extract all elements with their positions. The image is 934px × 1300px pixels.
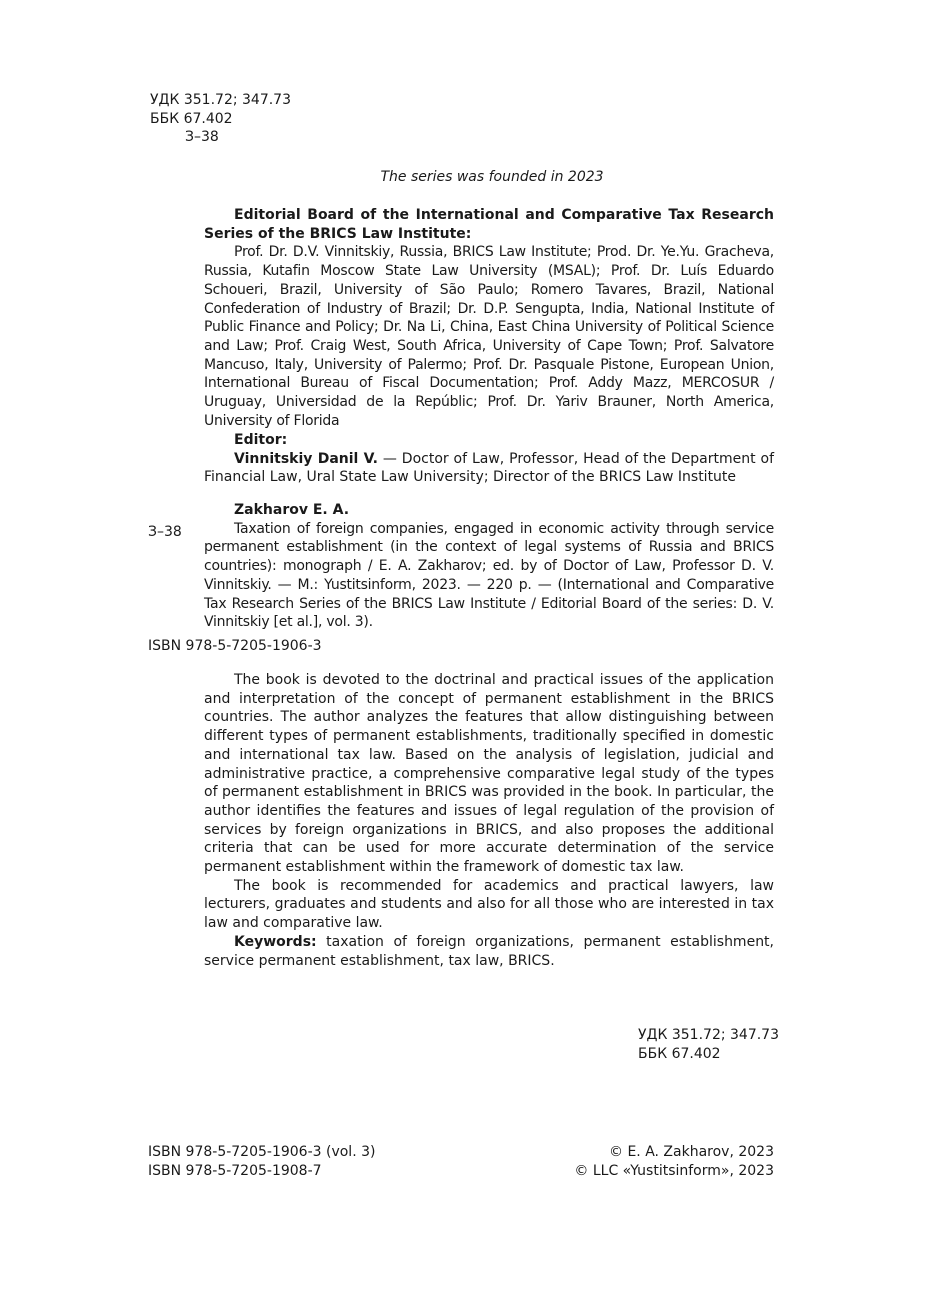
isbn-list — [148, 1143, 375, 1180]
annotation-recommendation: The book is recommended for academics and practical lawyers, law lecturers, graduates and students and also for all those who are interested in tax law and comparative law. — [204, 877, 774, 932]
bibliographic-entry — [204, 501, 774, 632]
editor-description: — Doctor of Law, Professor, Head of the Department of Financial Law, Ural State Law University; Director of the BRICS Law Institute — [204, 450, 774, 486]
udk-code-bottom: УДК 351.72; 347.73 — [638, 1027, 779, 1043]
author-mark: З–38 — [185, 129, 219, 146]
editorial-board-heading: Editorial Board of the International and Comparative Tax Research Series of the BRICS Law Institute: — [204, 207, 774, 242]
keywords-list: taxation of foreign organizations, permanent establishment, service permanent establishment, tax law, BRICS. — [204, 933, 774, 969]
series-note: The series was founded in 2023 — [380, 169, 604, 185]
editor-heading: Editor: — [234, 432, 288, 448]
bbk-code-bottom: ББК 67.402 — [638, 1045, 721, 1062]
editor-name: Vinnitskiy Danil V. — [234, 450, 379, 467]
annotation — [204, 671, 774, 970]
copyright-author: © E. A. Zakharov, 2023 — [609, 1144, 774, 1160]
keywords-label: Keywords: — [234, 933, 317, 950]
margin-author-mark: З–38 — [148, 524, 182, 540]
copyright-notice — [500, 1143, 774, 1180]
author-name: Zakharov E. A. — [234, 502, 350, 518]
udk-code: УДК 351.72; 347.73 — [150, 92, 291, 108]
isbn-main: ISBN 978-5-7205-1906-3 — [148, 638, 322, 654]
bbk-code: ББК 67.402 — [150, 110, 233, 127]
annotation-paragraph: The book is devoted to the doctrinal and practical issues of the application and interpretation of the concept of permanent establishment in the BRICS countries. The author analyzes the features that allow distinguishing between different types of permanent establishments, traditionally specified in domestic and international tax law. Based on the analysis of legislation, judicial and administrative practice, a comprehensive comparative legal study of the types of permanent establishment in BRICS was provided in the book. In particular, the author identifies the features and issues of legal regulation of the provision of services by foreign organizations in BRICS, and also proposes the additional criteria that can be used for more accurate determination of the service permanent establishment within the framework of domestic tax law. — [204, 672, 774, 876]
bibliographic-description: Taxation of foreign companies, engaged in economic activity through service permanent establishment (in the context of legal systems of Russia and BRICS countries): monograph / E. A. Zakharov; ed. by of Doctor of Law, Professor D. V. Vinnitskiy. — M.: Yustitsinform, 2023. — 220 p. — (International and Comparative Tax Research Series of the BRICS Law Institute / Editorial Board of the series: D. V. Vinnitskiy [et al.], vol. 3). — [204, 520, 774, 631]
editor-section — [204, 431, 774, 487]
isbn-series: ISBN 978-5-7205-1908-7 — [148, 1162, 322, 1179]
isbn-volume: ISBN 978-5-7205-1906-3 (vol. 3) — [148, 1144, 376, 1160]
editorial-board — [204, 206, 774, 430]
udk-header — [150, 91, 450, 147]
copyright-publisher: © LLC «Yustitsinform», 2023 — [574, 1162, 774, 1179]
editorial-board-members: Prof. Dr. D.V. Vinnitskiy, Russia, BRICS Law Institute; Prod. Dr. Ye.Yu. Gracheva, Russia, Kutafin Moscow State Law University (MSAL); Prof. Dr. Luís Eduardo Schoueri, Brazil, University of São Paulo; Romero Tavares, Brazil, National Confederation of Industry of Brazil; Dr. D.P. Sengupta, India, National Institute of Public Finance and Policy; Dr. Na Li, China, East China University of Political Science and Law; Prof. Craig West, South Africa, University of Cape Town; Prof. Salvatore Mancuso, Italy, University of Palermo; Prof. Dr. Pasquale Pistone, European Union, International Bureau of Fiscal Documentation; Prof. Addy Mazz, MERCOSUR / Uruguay, Universidad de la Repúblic; Prof. Dr. Yariv Brauner, North America, University of Florida — [204, 244, 774, 429]
udk-footer — [638, 1026, 779, 1063]
